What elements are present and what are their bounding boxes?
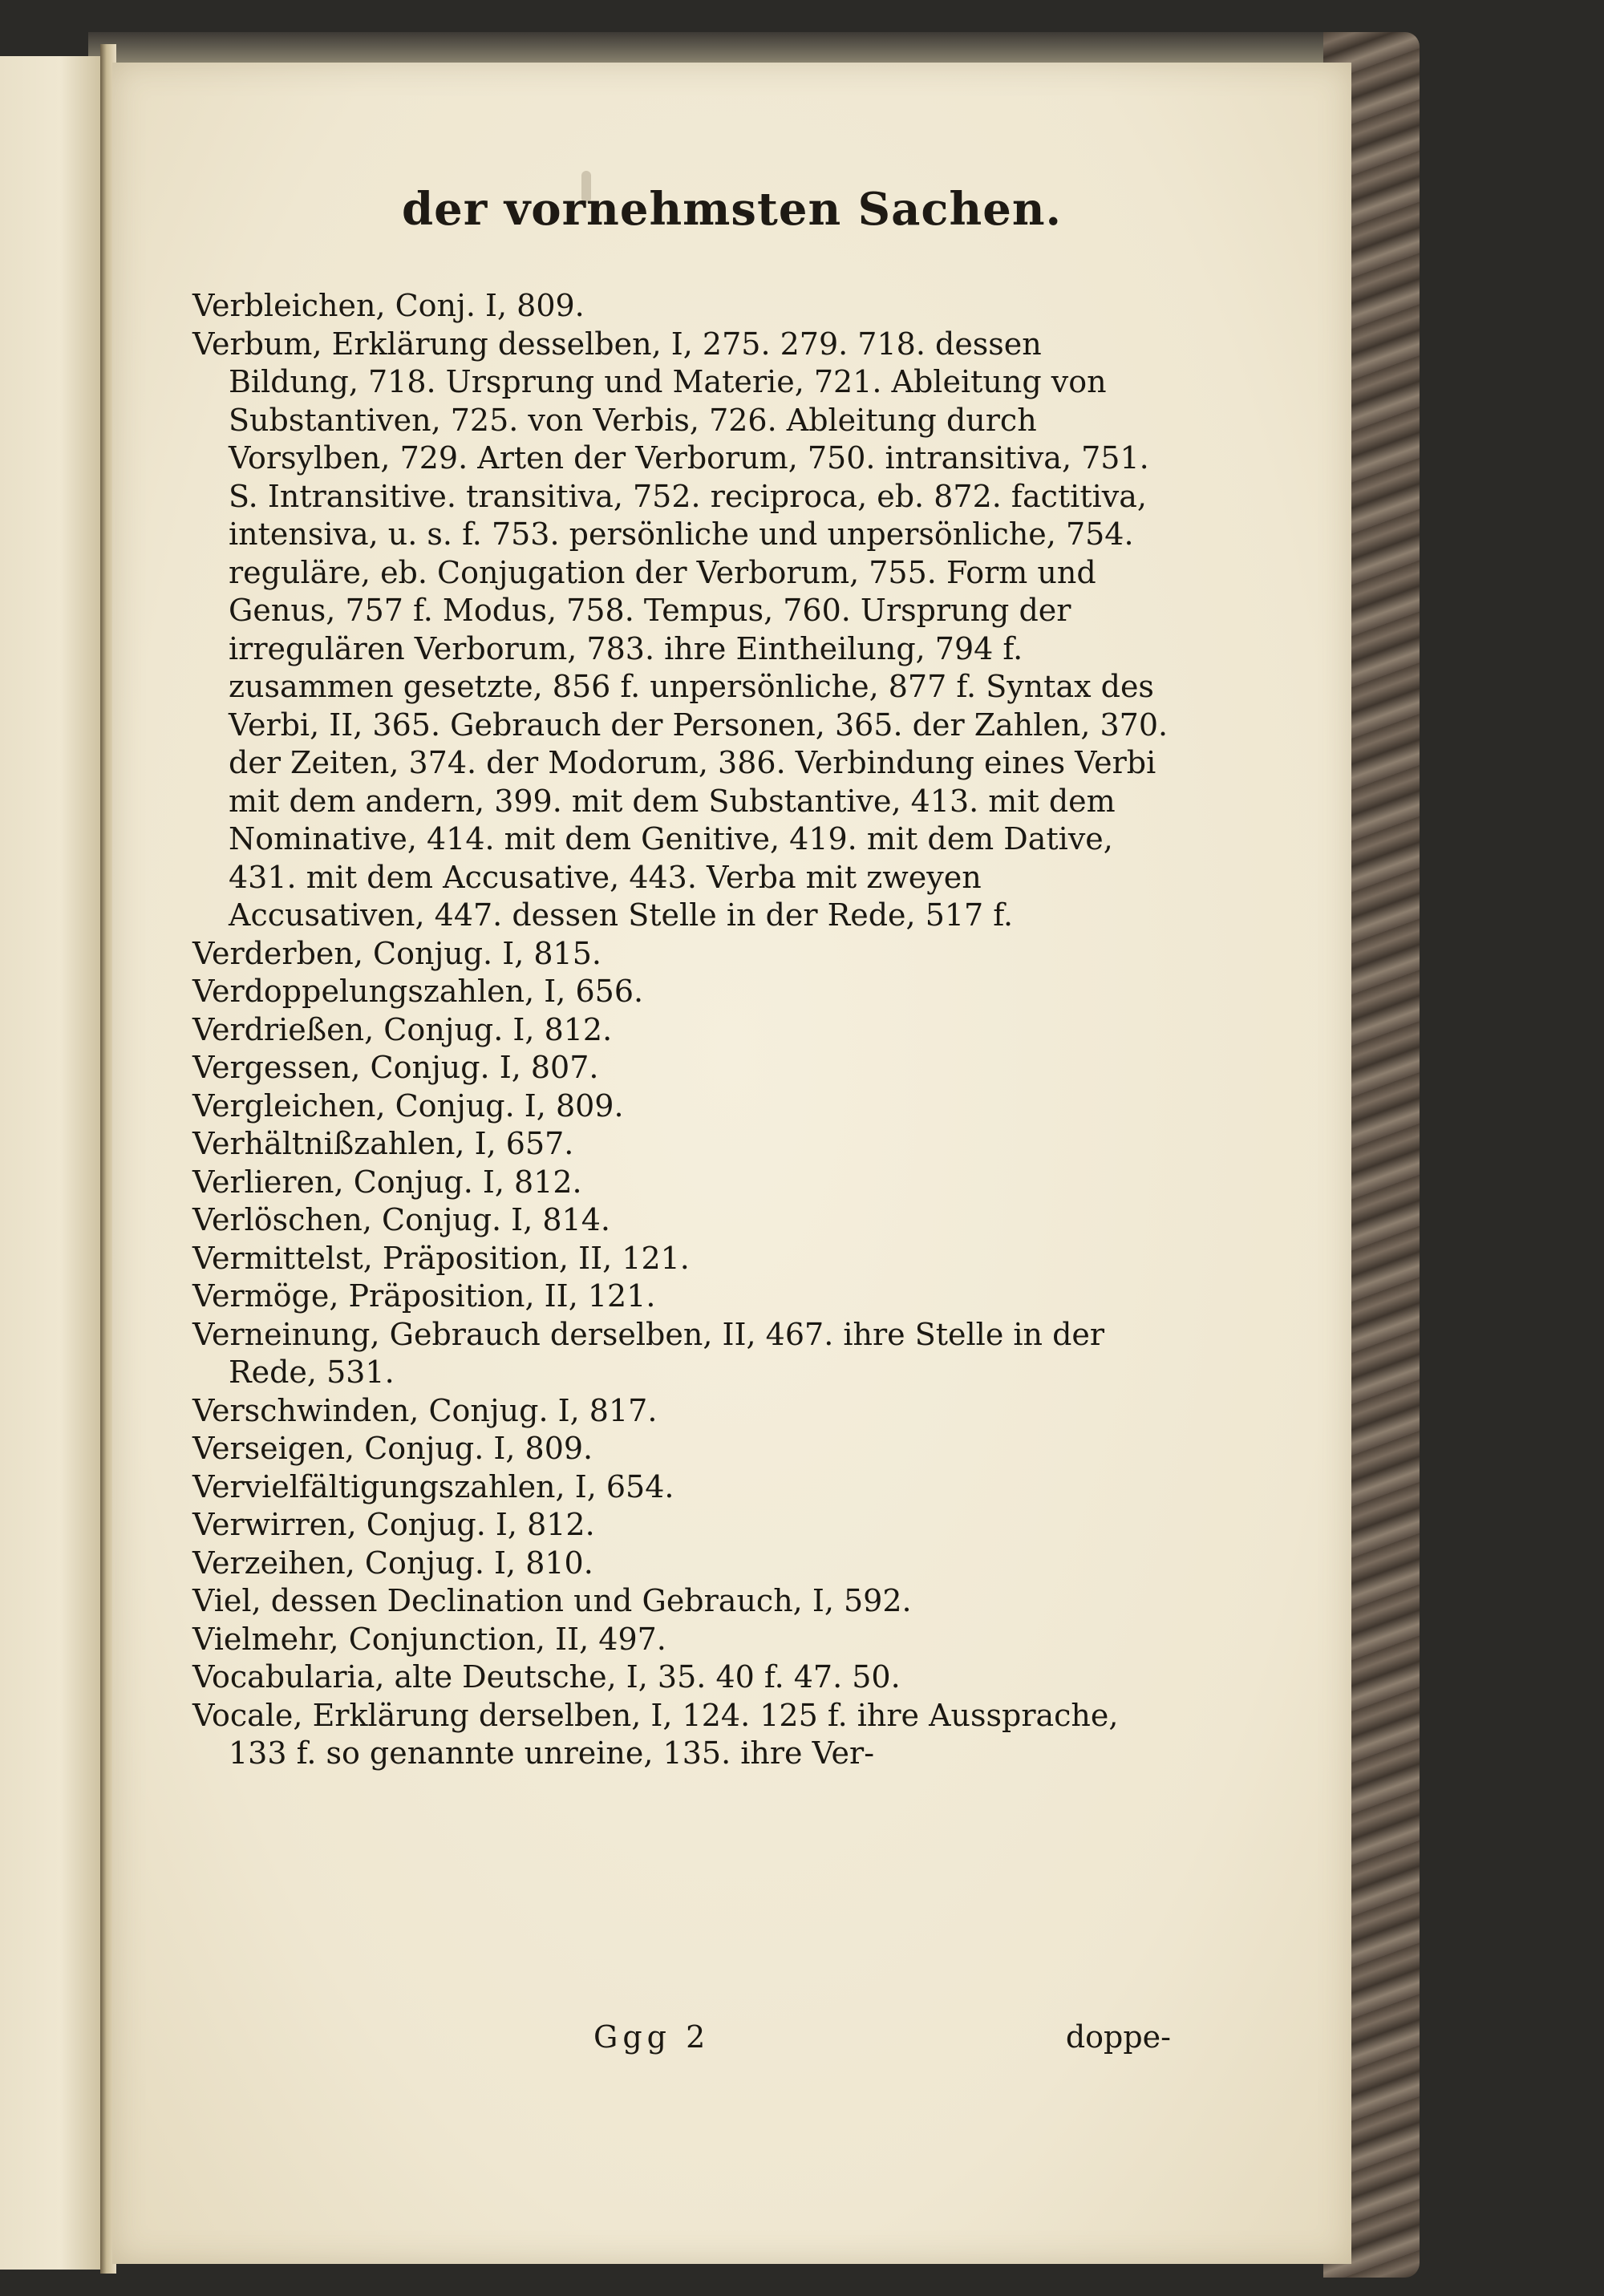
index-entry: Verwirren, Conjug. I, 812. [192, 1507, 595, 1542]
index-entry: Verderben, Conjug. I, 815. [192, 935, 602, 971]
index-list [192, 287, 1171, 1773]
index-entry: Verzeihen, Conjug. I, 810. [192, 1545, 593, 1581]
book-page [112, 63, 1351, 2264]
catchword: doppe- [1065, 2019, 1171, 2055]
index-entry: Vergleichen, Conjug. I, 809. [192, 1087, 624, 1124]
index-entry: Verneinung, Gebrauch derselben, II, 467. ihre Stelle in der Rede, 531. [192, 1316, 1105, 1390]
index-entry: Vocale, Erklärung derselben, I, 124. 125 f. ihre Aussprache, 133 f. so genannte unreine, 135. ihre Ver- [192, 1697, 1119, 1771]
index-entry: Vervielfältigungszahlen, I, 654. [192, 1468, 674, 1504]
index-entry: Verlöschen, Conjug. I, 814. [192, 1202, 610, 1237]
index-entry: Verhältnißzahlen, I, 657. [192, 1126, 574, 1161]
index-entry: Verseigen, Conjug. I, 809. [192, 1431, 593, 1466]
index-entry: Verbum, Erklärung desselben, I, 275. 279. 718. dessen Bildung, 718. Ursprung und Materie, 721. Ableitung von Substantiven, 725. von Verbis, 726. Ableitung durch Vorsylben, 729. Arten der Verborum, 750. intransitiva, 751. S. Intransitive. transitiva, 752. reciproca, eb. 872. factitiva, intensiva, u. s. f. 753. persönliche und unpersönliche, 754. reguläre, eb. Conjugation der Verborum, 755. Form und Genus, 757 f. Modus, 758. Tempus, 760. Ursprung der irregulären Verborum, 783. ihre Eintheilung, 794 f. zusammen gesetzte, 856 f. unpersönliche, 877 f. Syntax des Verbi, II, 365. Gebrauch der Personen, 365. der Zahlen, 370. der Zeiten, 374. der Modorum, 386. Verbindung eines Verbi mit dem andern, 399. mit dem Substantive, 413. mit dem Nominative, 414. mit dem Genitive, 419. mit dem Dative, 431. mit dem Accusative, 443. Verba mit zweyen Accusativen, 447. dessen Stelle in der Rede, 517 f. [192, 326, 1169, 933]
index-entry: Verbleichen, Conj. I, 809. [192, 288, 585, 323]
index-entry: Vergessen, Conjug. I, 807. [192, 1050, 599, 1085]
index-entry: Verlieren, Conjug. I, 812. [192, 1164, 582, 1200]
left-page-edge [0, 56, 103, 2270]
index-entry: Verschwinden, Conjug. I, 817. [192, 1392, 658, 1428]
index-entry: Verdoppelungszahlen, I, 656. [192, 974, 644, 1009]
index-entry: Verdrießen, Conjug. I, 812. [192, 1011, 613, 1047]
index-entry: Vocabularia, alte Deutsche, I, 35. 40 f. 47. 50. [192, 1659, 901, 1695]
index-entry: Vielmehr, Conjunction, II, 497. [192, 1621, 666, 1657]
book-top-edge [88, 32, 1387, 64]
page-header: der vornehmsten Sachen. [401, 183, 1063, 236]
signature-mark: Ggg 2 [593, 2019, 711, 2055]
index-entry: Vermöge, Präposition, II, 121. [192, 1278, 656, 1314]
index-entry: Viel, dessen Declination und Gebrauch, I, 592. [192, 1583, 912, 1618]
index-entry: Vermittelst, Präposition, II, 121. [192, 1240, 690, 1276]
page-footer [593, 2019, 1171, 2059]
